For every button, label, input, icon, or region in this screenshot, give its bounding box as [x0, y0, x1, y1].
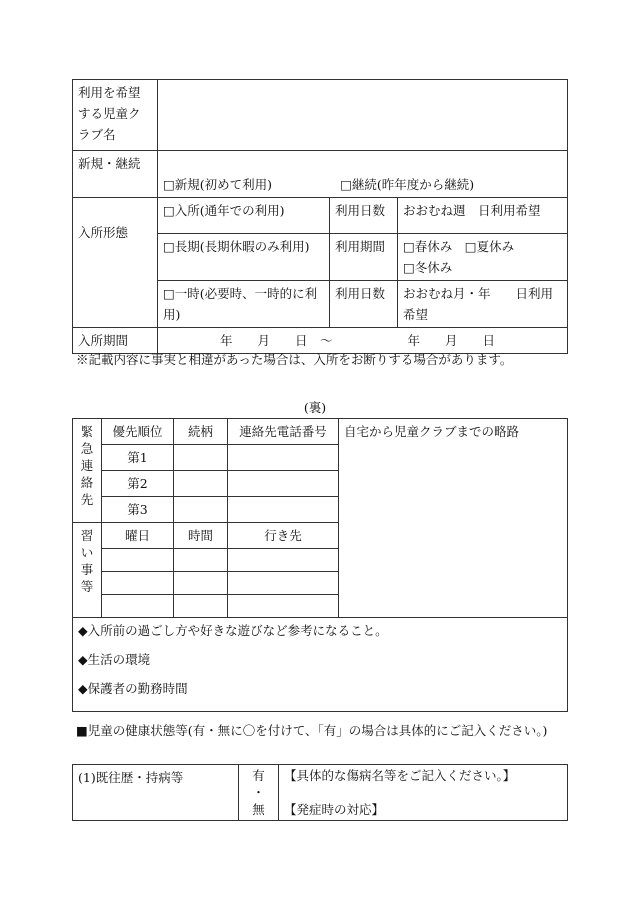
- time-field[interactable]: [174, 595, 228, 618]
- status-new-checkbox[interactable]: □新規(初めて利用): [163, 177, 273, 192]
- lessons-label: 習 い 事 等: [73, 523, 102, 618]
- note-living-environment: ◆生活の環境: [78, 652, 151, 667]
- annual-days-label: 利用日数: [330, 198, 398, 234]
- destination-field[interactable]: [228, 572, 339, 595]
- priority-3: 第3: [102, 497, 174, 523]
- back-table: [72, 418, 568, 712]
- period-field[interactable]: 年 月 日 ～ 年 月 日: [158, 328, 568, 354]
- type-long-checkbox[interactable]: □長期(長期休暇のみ利用): [158, 234, 330, 281]
- status-label: 新規・継続: [73, 151, 158, 198]
- disclaimer-note: ※記載内容に事実と相違があった場合は、入所をお断りする場合があります。: [76, 352, 513, 367]
- priority-header: 優先順位: [102, 419, 174, 445]
- status-continue-checkbox[interactable]: □継続(昨年度から継続): [340, 177, 475, 192]
- destination-field[interactable]: [228, 595, 339, 618]
- club-name-label: 利用を希望する児童クラブ名: [73, 80, 158, 151]
- club-name-field[interactable]: [158, 80, 568, 151]
- relation-field[interactable]: [174, 471, 228, 497]
- health-detail-field[interactable]: [279, 765, 568, 821]
- phone-field[interactable]: [228, 471, 339, 497]
- phone-field[interactable]: [228, 497, 339, 523]
- annual-days-field[interactable]: おおむね週 日利用希望: [398, 198, 568, 234]
- long-period-line2: □冬休み: [403, 260, 453, 275]
- back-title: (裏): [303, 400, 327, 415]
- emergency-contact-label: 緊 急 連 絡 先: [73, 419, 102, 523]
- long-period-line1: □春休み □夏休み: [403, 239, 515, 254]
- detail-instruction: 【具体的な傷病名等をご記入ください。】: [284, 768, 516, 783]
- health-table: [72, 764, 568, 821]
- long-period-options[interactable]: [398, 234, 568, 281]
- type-label: 入所形態: [73, 198, 158, 328]
- relation-field[interactable]: [174, 497, 228, 523]
- temporary-days-label: 利用日数: [330, 281, 398, 328]
- yes-no-selector[interactable]: [239, 765, 279, 821]
- history-label: (1)既往歴・持病等: [73, 765, 239, 821]
- weekday-header: 曜日: [102, 523, 174, 549]
- yes-option[interactable]: 有: [252, 768, 265, 783]
- notes-area[interactable]: [73, 618, 568, 712]
- time-field[interactable]: [174, 549, 228, 572]
- phone-header: 連絡先電話番号: [228, 419, 339, 445]
- temporary-days-field[interactable]: おおむね月・年 日利用希望: [398, 281, 568, 328]
- phone-field[interactable]: [228, 445, 339, 471]
- no-option[interactable]: 無: [252, 802, 265, 817]
- note-before-entry: ◆入所前の過ごし方や好きな遊びなど参考になること。: [78, 623, 388, 638]
- relation-header: 続柄: [174, 419, 228, 445]
- priority-1: 第1: [102, 445, 174, 471]
- relation-field[interactable]: [174, 445, 228, 471]
- destination-header: 行き先: [228, 523, 339, 549]
- destination-field[interactable]: [228, 549, 339, 572]
- health-heading: ■児童の健康状態等(有・無に〇を付けて、「有」の場合は具体的にご記入ください。): [76, 723, 548, 738]
- route-map-area[interactable]: 自宅から児童クラブまでの略路: [339, 419, 568, 618]
- onset-response-label: 【発症時の対応】: [284, 802, 385, 817]
- weekday-field[interactable]: [102, 595, 174, 618]
- time-header: 時間: [174, 523, 228, 549]
- weekday-field[interactable]: [102, 549, 174, 572]
- status-options: [158, 151, 568, 198]
- application-table: [72, 79, 568, 354]
- separator-dot: ・: [252, 785, 265, 800]
- priority-2: 第2: [102, 471, 174, 497]
- type-temporary-checkbox[interactable]: □一時(必要時、一時的に利用): [158, 281, 330, 328]
- note-guardian-work-hours: ◆保護者の勤務時間: [78, 681, 188, 696]
- weekday-field[interactable]: [102, 572, 174, 595]
- period-label: 入所期間: [73, 328, 158, 354]
- time-field[interactable]: [174, 572, 228, 595]
- long-period-label: 利用期間: [330, 234, 398, 281]
- type-annual-checkbox[interactable]: □入所(通年での利用): [158, 198, 330, 234]
